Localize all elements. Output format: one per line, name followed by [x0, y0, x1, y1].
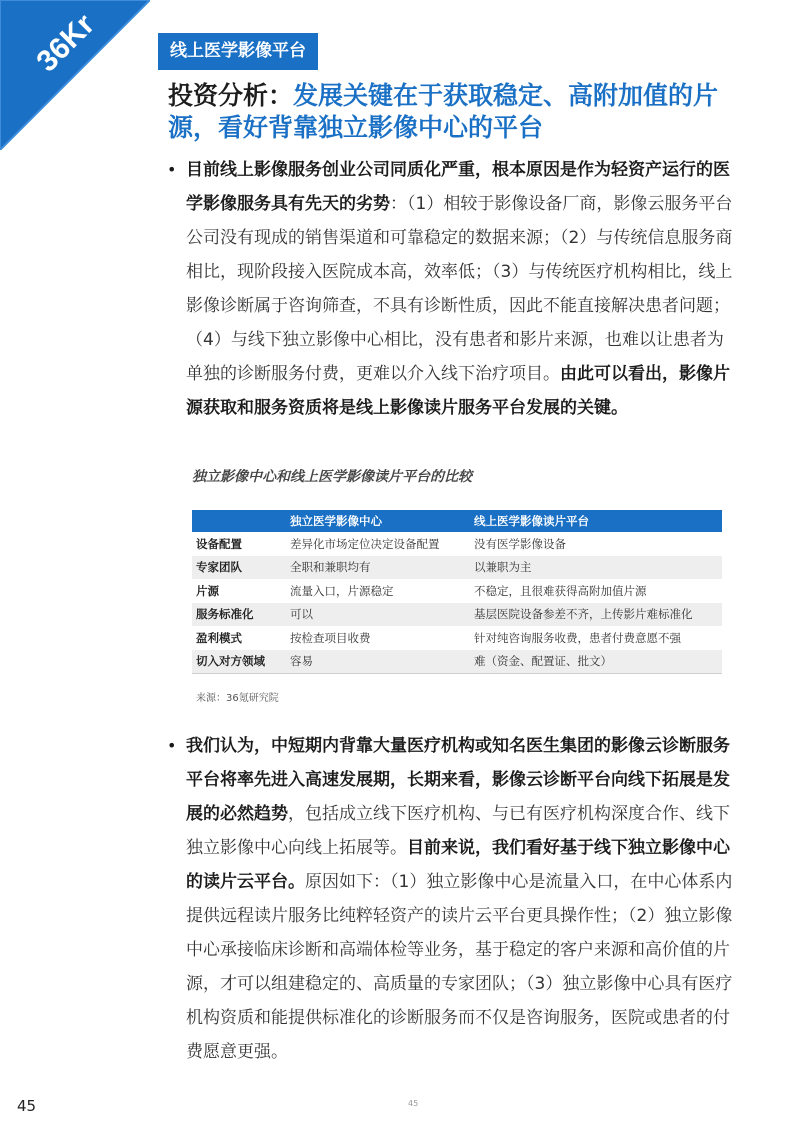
table-cell: 可以	[286, 603, 470, 627]
table-cell: 盈利模式	[196, 630, 242, 645]
table-cell: 设备配置	[196, 536, 242, 551]
table-cell: 不稳定，且很难获得高附加值片源	[474, 583, 647, 598]
page-number-small: 45	[408, 1099, 419, 1108]
table-cell: 服务标准化	[192, 603, 286, 627]
table-row	[192, 556, 722, 580]
table-cell: 针对纯咨询服务收费，患者付费意愿不强	[474, 630, 681, 645]
table-row	[192, 650, 722, 674]
table-cell: 没有医学影像设备	[474, 536, 566, 551]
bullet1-bold-conclusion: 由此可以看出，影像片源获取和服务资质将是线上影像读片服务平台发展的关键。	[186, 364, 730, 418]
bullet2-body: ，包括成立线下医疗机构、与已有医疗机构深度合作、线下独立影像中心向线上拓展等。	[186, 804, 730, 858]
table-caption: 独立影像中心和线上医学影像读片平台的比较	[192, 469, 472, 485]
bullet1-body: ：（1）相较于影像设备厂商，影像云服务平台公司没有现成的销售渠道和可靠稳定的数据来源；（2）与传统信息服务商相比，现阶段接入医院成本高，效率低；（3）与传统医疗机构相比，线上影像诊断属于咨询筛查，不具有诊断性质，因此不能直接解决患者问题；（4）与线下独立影像中心相比，没有患者和影片来源，也难以让患者为单独的诊断服务付费，更难以介入线下治疗项目。	[186, 194, 733, 384]
table-cell: 流量入口，片源稳定	[290, 583, 394, 598]
table-cell: 容易	[286, 650, 470, 674]
bullet-paragraph-2	[167, 729, 736, 1069]
table-cell: 按检查项目收费	[290, 630, 371, 645]
table-header-cell: 独立医学影像中心	[286, 510, 470, 532]
bullet2-bold-lead: 我们认为，中短期内背靠大量医疗机构或知名医生集团的影像云诊断服务平台将率先进入高速发展期，长期来看，影像云诊断平台向线下拓展是发展的必然趋势	[186, 736, 730, 824]
table-row	[192, 579, 722, 603]
title-prefix: 投资分析：	[168, 81, 294, 110]
bullet2-bold-view: 目前来说，我们看好基于线下独立影像中心的读片云平台。	[186, 838, 730, 892]
page-title	[168, 80, 768, 144]
bullet-paragraph-1	[167, 153, 736, 425]
table-cell: 基层医院设备参差不齐，上传影片难标准化	[470, 603, 722, 627]
title-highlight: 发展关键在于获取稳定、高附加值的片源，看好背靠独立影像中心的平台	[168, 81, 719, 142]
table-row	[192, 603, 722, 627]
page-number: 45	[17, 1097, 37, 1115]
table-source: 来源：36氪研究院	[196, 693, 279, 704]
table-header-cell	[192, 510, 286, 532]
comparison-table	[192, 510, 722, 674]
table-cell: 全职和兼职均有	[286, 556, 470, 580]
table-cell: 专家团队	[192, 556, 286, 580]
table-row	[192, 532, 722, 556]
table-cell: 以兼职为主	[470, 556, 722, 580]
table-row	[192, 626, 722, 650]
bullet1-bold-lead: 目前线上影像服务创业公司同质化严重，根本原因是作为轻资产运行的医学影像服务具有先天的劣势	[186, 160, 730, 214]
table-cell: 差异化市场定位决定设备配置	[290, 536, 440, 551]
table-header-cell: 线上医学影像读片平台	[470, 510, 722, 532]
brand-corner-logo	[0, 0, 150, 150]
table-cell: 难（资金、配置证、批文）	[470, 650, 722, 674]
section-tag: 线上医学影像平台	[158, 33, 318, 70]
bullet2-reasons: 原因如下：（1）独立影像中心是流量入口，在中心体系内提供远程读片服务比纯粹轻资产的读片云平台更具操作性；（2）独立影像中心承接临床诊断和高端体检等业务，基于稳定的客户来源和高价值的片源，才可以组建稳定的、高质量的专家团队；（3）独立影像中心具有医疗机构资质和能提供标准化的诊断服务而不仅是咨询服务，医院或患者的付费愿意更强。	[186, 872, 733, 1062]
table-header-row	[192, 510, 722, 532]
bullet-dot-icon: •	[167, 160, 177, 179]
bullet-dot-icon: •	[167, 736, 177, 755]
table-cell: 切入对方领域	[192, 650, 286, 674]
logo-text: 36Kr	[30, 7, 101, 79]
table-cell: 片源	[196, 583, 219, 598]
